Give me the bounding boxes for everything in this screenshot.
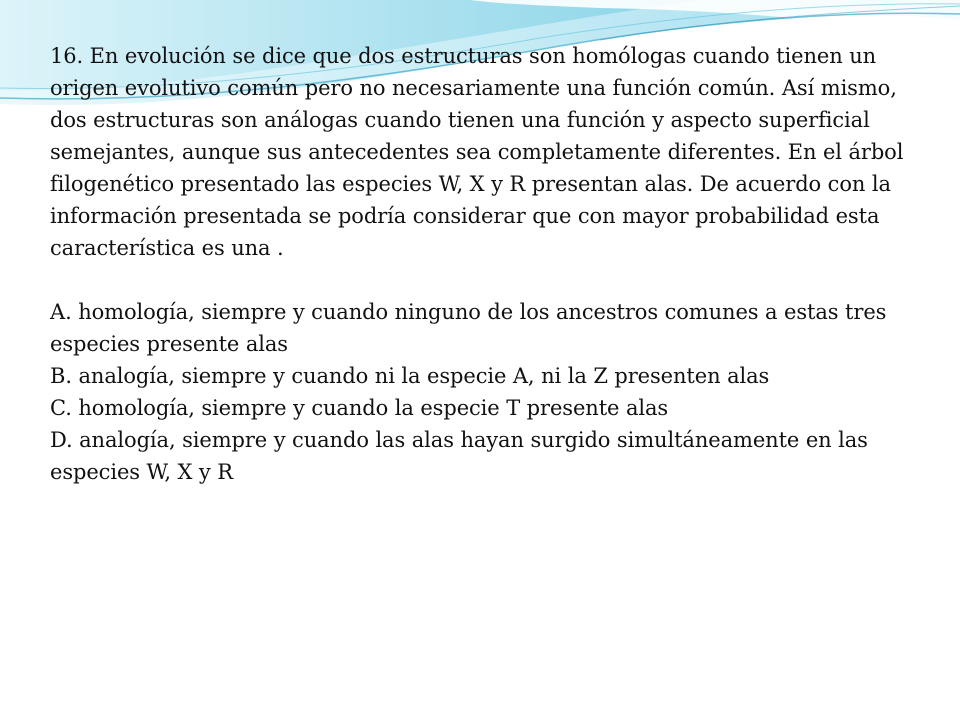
option-a: A. homología, siempre y cuando ninguno de los ancestros comunes a estas tres especies presente alas: [50, 300, 887, 356]
question-stem: 16. En evolución se dice que dos estructuras son homólogas cuando tienen un origen evolutivo común pero no necesariamente una función común. Así mismo, dos estructuras son análogas cuando tienen una función y aspecto superficial semejantes, aunque sus antecedentes sea completamente diferentes. En el árbol filogenético presentado las especies W, X y R presentan alas. De acuerdo con la información presentada se podría considerar que con mayor probabilidad esta característica es una .: [50, 44, 904, 260]
option-d: D. analogía, siempre y cuando las alas hayan surgido simultáneamente en las especies W, X y R: [50, 428, 868, 484]
option-b: B. analogía, siempre y cuando ni la especie A, ni la Z presenten alas: [50, 364, 770, 388]
option-c: C. homología, siempre y cuando la especie T presente alas: [50, 396, 669, 420]
question-text-block: [50, 40, 920, 488]
spacer: [50, 264, 920, 296]
